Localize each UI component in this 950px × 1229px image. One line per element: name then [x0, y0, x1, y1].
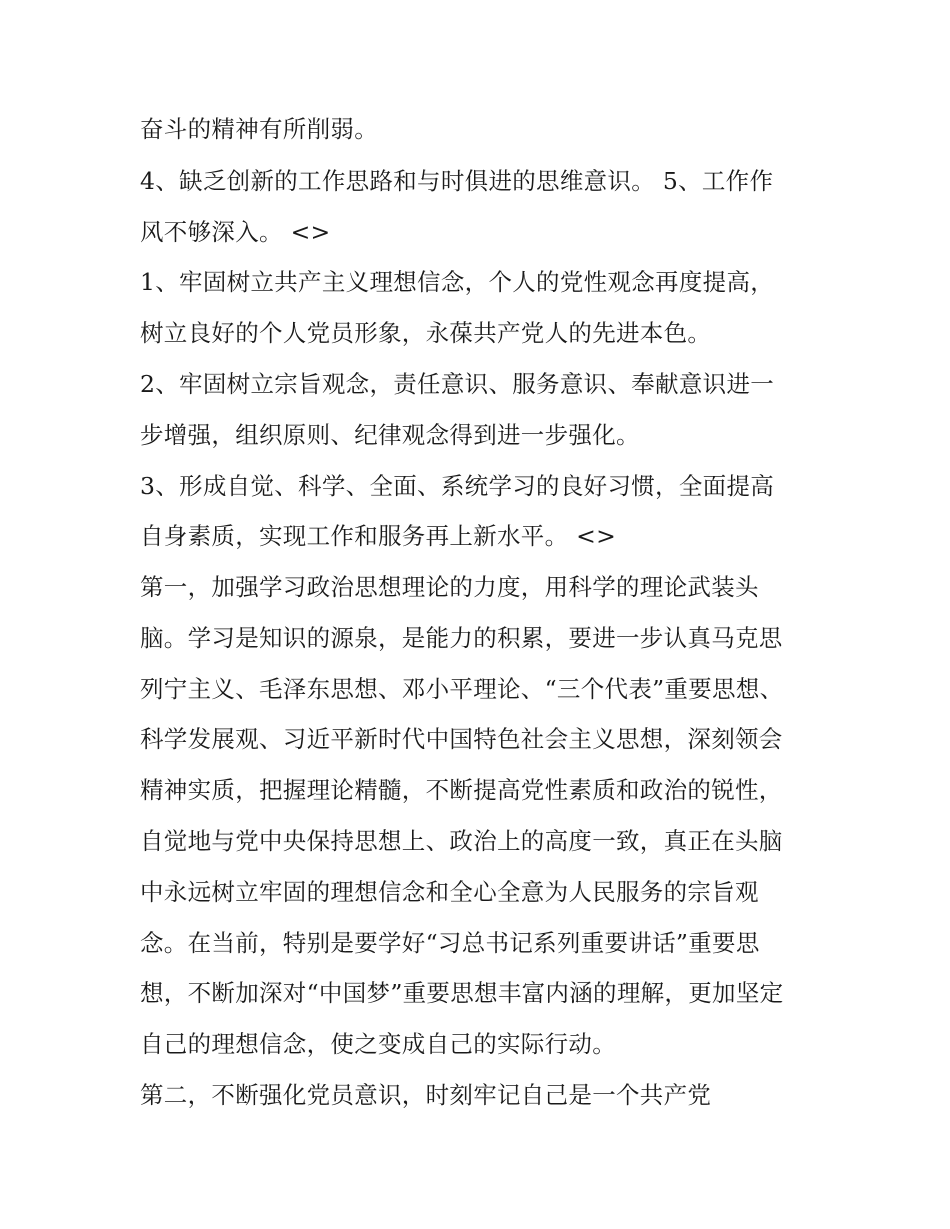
text-line: 2、牢固树立宗旨观念，责任意识、服务意识、奉献意识进一	[140, 370, 775, 398]
text-line: 3、形成自觉、科学、全面、系统学习的良好习惯，全面提高	[140, 472, 775, 500]
text-line: 自觉地与党中央保持思想上、政治上的高度一致，真正在头脑	[140, 827, 783, 855]
text-line: 中永远树立牢固的理想信念和全心全意为人民服务的宗旨观	[140, 878, 759, 906]
text-line: 第二，不断强化党员意识，时刻牢记自己是一个共产党	[140, 1081, 712, 1109]
text-line: 脑。学习是知识的源泉，是能力的积累，要进一步认真马克思	[140, 624, 783, 652]
text-line: 风不够深入。 <>	[140, 218, 331, 246]
text-line: 4、缺乏创新的工作思路和与时俱进的思维意识。 5、工作作	[140, 167, 774, 195]
text-line: 第一，加强学习政治思想理论的力度，用科学的理论武装头	[140, 573, 759, 601]
text-line: 科学发展观、习近平新时代中国特色社会主义思想，深刻领会	[140, 725, 783, 753]
text-line: 1、牢固树立共产主义理想信念，个人的党性观念再度提高，	[140, 268, 775, 296]
text-line: 想，不断加深对“中国梦”重要思想丰富内涵的理解，更加坚定	[140, 979, 784, 1007]
text-line: 自己的理想信念，使之变成自己的实际行动。	[140, 1030, 616, 1058]
text-line: 念。在当前，特别是要学好“习总书记系列重要讲话”重要思	[140, 929, 760, 957]
text-line: 树立良好的个人党员形象，永葆共产党人的先进本色。	[140, 319, 712, 347]
text-line: 自身素质，实现工作和服务再上新水平。 <>	[140, 522, 617, 550]
text-line: 步增强，组织原则、纪律观念得到进一步强化。	[140, 421, 640, 449]
text-line: 精神实质，把握理论精髓，不断提高党性素质和政治的锐性，	[140, 776, 783, 804]
text-line: 奋斗的精神有所削弱。	[140, 115, 378, 143]
text-line: 列宁主义、毛泽东思想、邓小平理论、“三个代表”重要思想、	[140, 675, 784, 703]
